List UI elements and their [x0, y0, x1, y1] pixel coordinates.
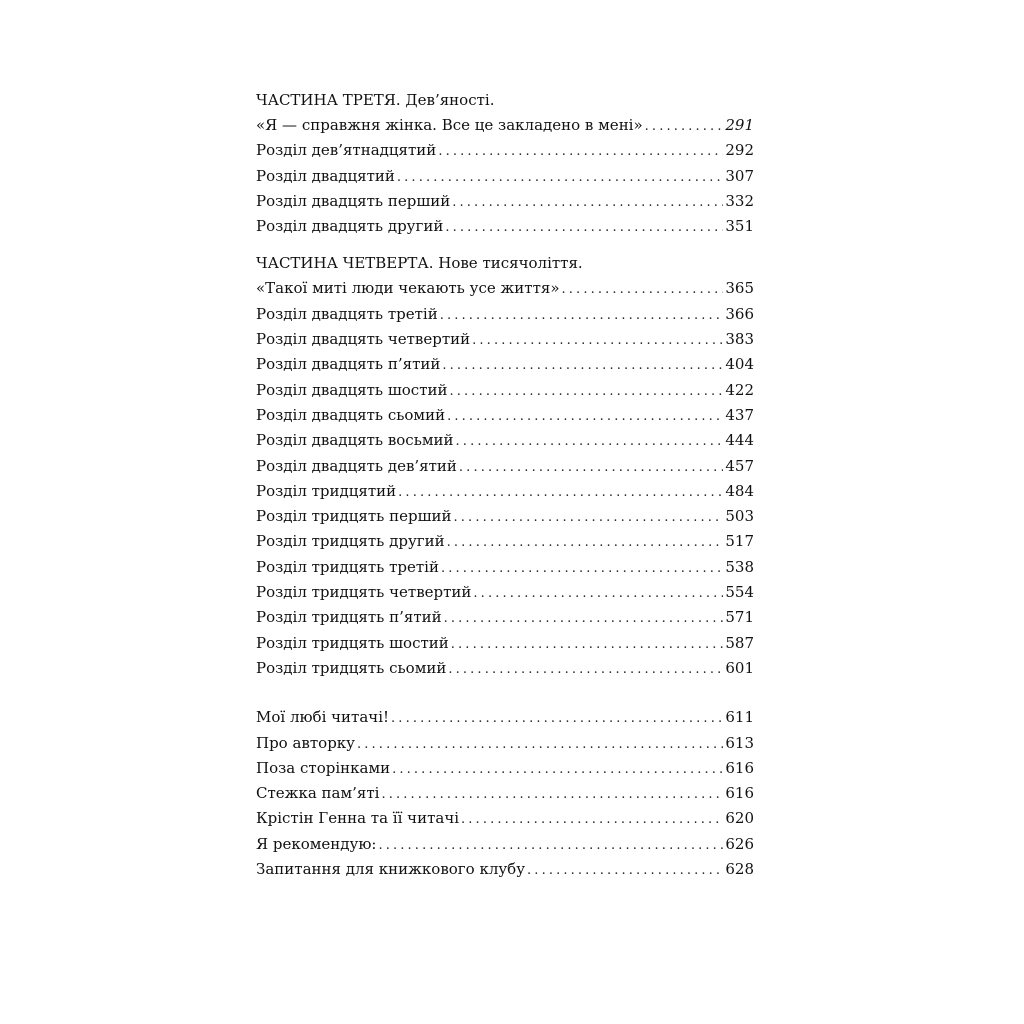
toc-entry	[256, 276, 754, 301]
toc-entry	[256, 378, 754, 403]
dot-leader	[391, 705, 723, 730]
toc-entry-label: Розділ двадцять восьмий	[256, 431, 454, 450]
dot-leader	[438, 138, 723, 163]
toc-entry-label: Розділ тридцять п’ятий	[256, 608, 442, 627]
toc-entry	[256, 352, 754, 377]
dot-leader	[459, 454, 723, 479]
toc-entry-page: 611	[725, 708, 754, 727]
toc-entry-label: «Я — справжня жінка. Все це закладено в мені»	[256, 116, 643, 134]
toc-entry-page: 307	[725, 166, 754, 185]
toc-entry	[256, 605, 754, 630]
toc-entry	[256, 555, 754, 580]
toc-entry-page: 571	[725, 608, 754, 627]
toc-entry	[256, 454, 754, 479]
dot-leader	[450, 378, 724, 403]
toc-entry-label: Мої любі читачі!	[256, 708, 390, 727]
toc-entry-page: 332	[725, 191, 754, 210]
toc-entry	[256, 428, 754, 453]
toc-entry-label: Розділ двадцять п’ятий	[256, 355, 441, 374]
toc-entry-page: 484	[725, 481, 754, 500]
dot-leader	[392, 756, 723, 781]
toc-entry-label: Я рекомендую:	[256, 834, 377, 853]
toc-entry-label: Розділ двадцять дев’ятий	[256, 456, 457, 475]
dot-leader	[447, 529, 724, 554]
dot-leader	[562, 276, 724, 301]
toc-entry-label: Розділ тридцять сьомий	[256, 658, 447, 677]
dot-leader	[357, 731, 723, 756]
toc-entry-label: Про авторку	[256, 733, 356, 752]
toc-entry	[256, 403, 754, 428]
toc-entry	[256, 189, 754, 214]
dot-leader	[454, 504, 724, 529]
toc-entry	[256, 327, 754, 352]
dot-leader	[444, 605, 724, 630]
toc-entry-page: 587	[725, 633, 754, 652]
toc-entry	[256, 832, 754, 857]
dot-leader	[440, 302, 724, 327]
toc-entry-page: 628	[725, 860, 754, 879]
toc-entry-page: 626	[725, 834, 754, 853]
toc-entry-label: Розділ тридцятий	[256, 481, 397, 500]
toc-entry-page: 437	[725, 405, 754, 424]
table-of-contents	[256, 88, 754, 882]
dot-leader	[397, 164, 723, 189]
dot-leader	[378, 832, 723, 857]
dot-leader	[472, 327, 723, 352]
dot-leader	[448, 656, 723, 681]
toc-entry-label: Крістін Генна та її читачі	[256, 809, 460, 828]
toc-entry	[256, 529, 754, 554]
toc-entry-page: 404	[725, 355, 754, 374]
toc-entry-label: Розділ двадцять другий	[256, 217, 444, 236]
toc-entry-page: 601	[725, 658, 754, 677]
dot-leader	[473, 580, 723, 605]
dot-leader	[461, 806, 723, 831]
toc-entry	[256, 580, 754, 605]
toc-entry-page: 365	[725, 279, 754, 298]
toc-entry-label: Розділ тридцять другий	[256, 532, 445, 551]
dot-leader	[527, 857, 723, 882]
toc-entry-label: «Такої миті люди чекають усе життя»	[256, 279, 560, 298]
toc-entry	[256, 731, 754, 756]
toc-entry-label: Запитання для книжкового клубу	[256, 860, 526, 879]
toc-entry-page: 616	[725, 758, 754, 777]
toc-entry-page: 383	[725, 330, 754, 349]
dot-leader	[398, 479, 723, 504]
toc-entry-label: Поза сторінками	[256, 758, 391, 777]
dot-leader	[451, 631, 724, 656]
toc-entry	[256, 504, 754, 529]
toc-entry	[256, 806, 754, 831]
toc-entry	[256, 756, 754, 781]
toc-entry-label: Розділ тридцять шостий	[256, 633, 449, 652]
toc-entry	[256, 656, 754, 681]
toc-entry-label: Розділ двадцять шостий	[256, 380, 448, 399]
toc-entry	[256, 113, 754, 138]
dot-leader	[645, 113, 724, 138]
dot-leader	[381, 781, 723, 806]
toc-entry	[256, 302, 754, 327]
toc-entry-label: Розділ тридцять третій	[256, 557, 439, 576]
toc-entry-page: 613	[725, 733, 754, 752]
toc-entry-page: 444	[725, 431, 754, 450]
dot-leader	[441, 555, 723, 580]
toc-entry	[256, 631, 754, 656]
dot-leader	[445, 214, 723, 239]
spacer	[256, 681, 754, 705]
toc-entry-page: 517	[725, 532, 754, 551]
part-four-title: ЧАСТИНА ЧЕТВЕРТА. Нове тисячоліття.	[256, 254, 583, 273]
part-three-title: ЧАСТИНА ТРЕТЯ. Дев’яності.	[256, 91, 495, 109]
toc-entry-page: 351	[725, 217, 754, 236]
toc-entry-page: 616	[725, 784, 754, 803]
toc-entry-label: Розділ двадцять перший	[256, 191, 451, 210]
dot-leader	[452, 189, 723, 214]
toc-entry-label: Розділ двадцять четвертий	[256, 330, 471, 349]
toc-entry-page: 422	[725, 380, 754, 399]
toc-entry-label: Розділ двадцять сьомий	[256, 405, 446, 424]
toc-entry-page: 292	[725, 141, 754, 160]
toc-entry-page: 538	[725, 557, 754, 576]
dot-leader	[447, 403, 723, 428]
toc-entry-label: Розділ тридцять четвертий	[256, 583, 472, 602]
toc-entry	[256, 781, 754, 806]
toc-entry-label: Розділ двадцятий	[256, 166, 395, 185]
toc-entry	[256, 705, 754, 730]
toc-entry	[256, 857, 754, 882]
toc-entry-page: 503	[725, 507, 754, 526]
toc-entry-page: 620	[725, 809, 754, 828]
toc-entry	[256, 214, 754, 239]
toc-entry-page: 457	[725, 456, 754, 475]
toc-entry-page: 554	[725, 583, 754, 602]
toc-entry-label: Розділ дев’ятнадцятий	[256, 141, 437, 160]
toc-entry	[256, 138, 754, 163]
dot-leader	[456, 428, 724, 453]
toc-entry	[256, 164, 754, 189]
toc-entry-label: Стежка пам’яті	[256, 784, 380, 803]
toc-entry-page: 366	[725, 304, 754, 323]
toc-entry-page: 291	[725, 116, 754, 134]
toc-entry-label: Розділ тридцять перший	[256, 507, 452, 526]
toc-entry	[256, 479, 754, 504]
dot-leader	[442, 352, 723, 377]
spacer	[256, 239, 754, 251]
toc-entry-label: Розділ двадцять третій	[256, 304, 438, 323]
